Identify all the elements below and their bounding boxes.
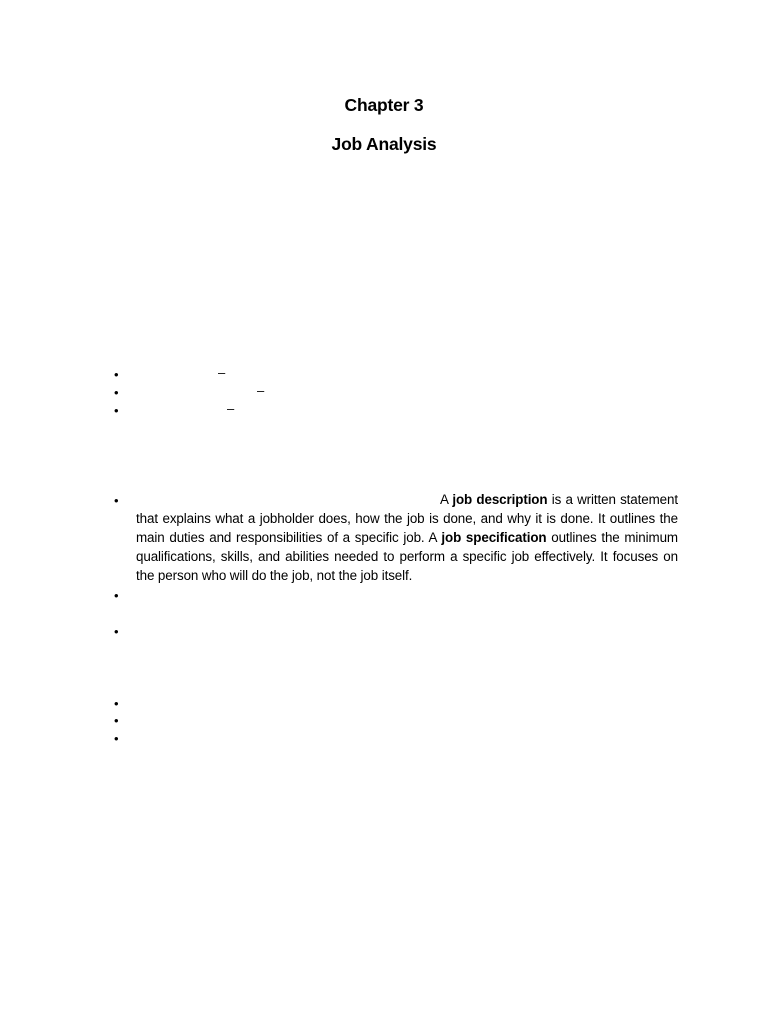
list-bullet: • xyxy=(114,385,119,400)
chapter-subtitle: Job Analysis xyxy=(331,134,437,154)
list-bullet: • xyxy=(114,624,119,639)
list-item-dash: – xyxy=(257,383,265,398)
list-bullet: • xyxy=(114,367,119,382)
paragraph-text-1: is a written statement that explains what a jobholder does, how the job is done, and why it is done. It outlines the main duties and responsibilities of a specific job. A xyxy=(136,492,678,545)
list-bullet: • xyxy=(114,588,119,603)
list-item-dash: – xyxy=(227,401,235,416)
term-job-description: job description xyxy=(452,492,548,507)
paragraph-text-2: outlines the minimum qualifications, skills, and abilities needed to perform a specific job effectively. It focuses on the person who will do the job, not the job itself. xyxy=(136,530,678,583)
list-bullet: • xyxy=(114,493,119,508)
job-description-paragraph xyxy=(136,490,678,585)
chapter-title: Chapter 3 xyxy=(344,95,424,115)
paragraph-article: A xyxy=(440,492,449,507)
list-bullet: • xyxy=(114,403,119,418)
list-item-dash: – xyxy=(218,365,226,380)
list-bullet: • xyxy=(114,713,119,728)
list-bullet: • xyxy=(114,731,119,746)
list-bullet: • xyxy=(114,696,119,711)
term-job-specification: job specification xyxy=(441,530,547,545)
